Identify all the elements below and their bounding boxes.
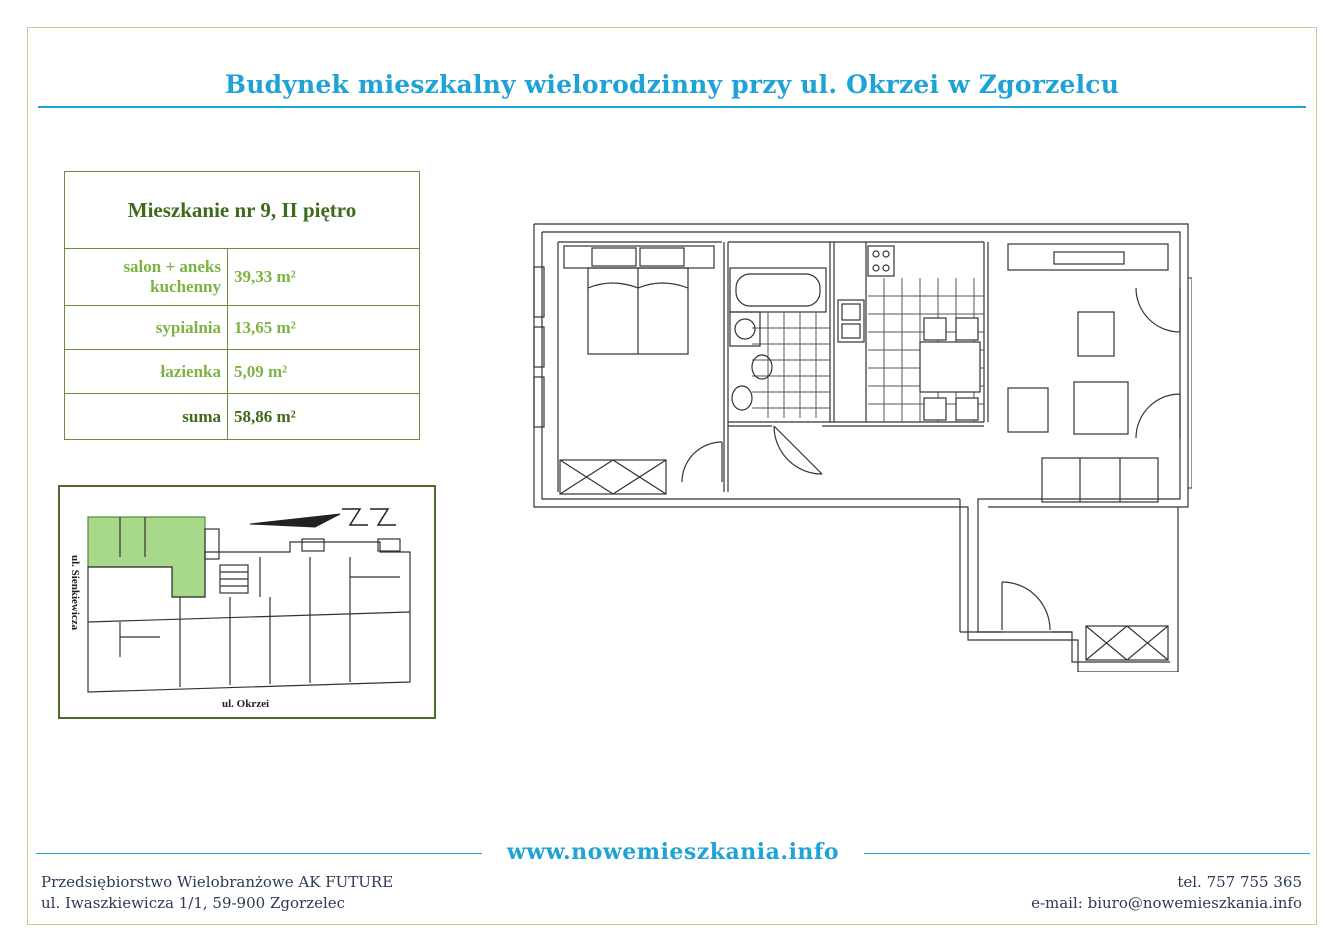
contact-info <box>1031 872 1302 914</box>
table-row <box>65 350 420 394</box>
page-title: Budynek mieszkalny wielorodzinny przy ul. Okrzei w Zgorzelcu <box>224 70 1120 99</box>
area-table <box>64 171 420 440</box>
email-address[interactable]: e-mail: biuro@nowemieszkania.info <box>1031 894 1302 912</box>
table-row <box>65 249 420 306</box>
north-arrow-icon <box>250 509 396 527</box>
key-plan-drawing <box>60 487 434 717</box>
phone-number: tel. 757 755 365 <box>1177 873 1302 891</box>
total-area: 58,86 m² <box>228 394 420 440</box>
website-divider-left <box>36 853 482 854</box>
website-link[interactable]: www.nowemieszkania.info <box>506 839 840 865</box>
street-label-sienkiewicza: ul. Sienkiewicza <box>69 555 81 631</box>
website-divider-right <box>864 853 1310 854</box>
key-plan <box>58 485 436 719</box>
room-area: 39,33 m² <box>228 249 420 306</box>
street-label-okrzei: ul. Okrzei <box>222 698 270 710</box>
room-area: 5,09 m² <box>228 350 420 394</box>
table-row <box>65 394 420 440</box>
floor-plan <box>532 222 1192 672</box>
highlighted-apartment <box>88 517 205 597</box>
title-divider <box>38 106 1306 108</box>
company-info <box>41 872 393 914</box>
room-label: salon + aneks kuchenny <box>65 249 228 306</box>
company-name: Przedsiębiorstwo Wielobranżowe AK FUTURE <box>41 873 394 891</box>
floor-plan-drawing <box>532 222 1192 672</box>
table-row <box>65 306 420 350</box>
room-label: łazienka <box>65 350 228 394</box>
room-area: 13,65 m² <box>228 306 420 350</box>
total-label: suma <box>65 394 228 440</box>
apartment-heading: Mieszkanie nr 9, II piętro <box>65 172 420 249</box>
room-label: sypialnia <box>65 306 228 350</box>
company-address: ul. Iwaszkiewicza 1/1, 59-900 Zgorzelec <box>41 894 346 912</box>
